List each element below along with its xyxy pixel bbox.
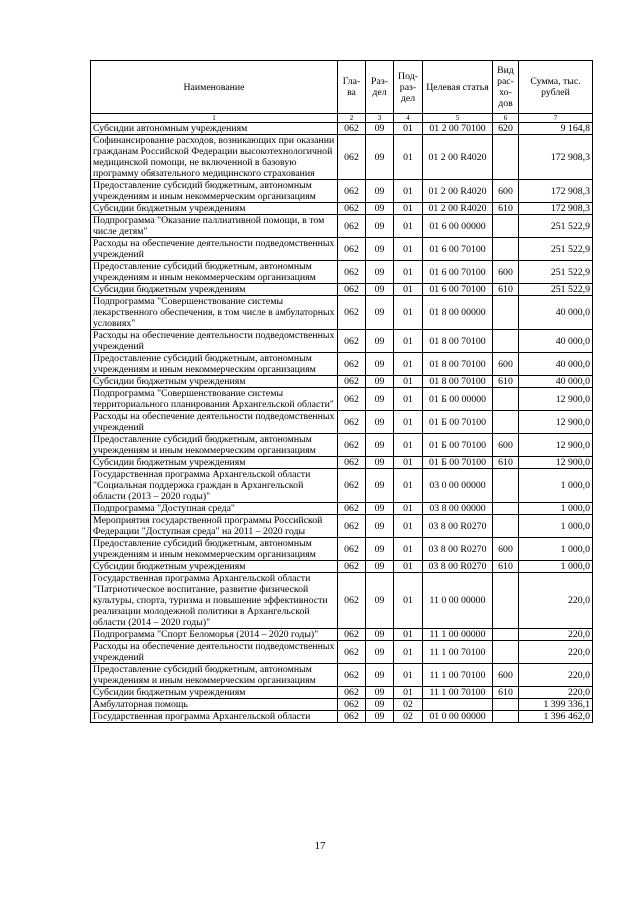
column-number: 7 <box>519 114 593 123</box>
target-article-cell: 01 8 00 70100 <box>423 330 493 353</box>
header-expense-type: Вид рас-хо-дов <box>493 61 519 114</box>
target-article-cell: 03 8 00 R0270 <box>423 561 493 573</box>
subsection-cell: 01 <box>394 388 423 411</box>
target-article-cell <box>423 699 493 711</box>
section-cell: 09 <box>366 699 394 711</box>
table-row <box>91 284 593 296</box>
target-article-cell: 11 1 00 70100 <box>423 664 493 687</box>
table-row <box>91 629 593 641</box>
subsection-cell: 01 <box>394 434 423 457</box>
chapter-cell: 062 <box>338 284 366 296</box>
expense-type-cell <box>493 629 519 641</box>
subsection-cell: 01 <box>394 538 423 561</box>
sum-cell: 1 000,0 <box>519 515 593 538</box>
row-name-cell: Расходы на обеспечение деятельности подведомственных учреждений <box>91 411 338 434</box>
sum-cell: 251 522,9 <box>519 238 593 261</box>
chapter-cell: 062 <box>338 629 366 641</box>
target-article-cell: 03 0 00 00000 <box>423 469 493 503</box>
sum-cell: 12 900,0 <box>519 388 593 411</box>
target-article-cell: 01 6 00 00000 <box>423 215 493 238</box>
expense-type-cell <box>493 641 519 664</box>
chapter-cell: 062 <box>338 180 366 203</box>
subsection-cell: 01 <box>394 573 423 629</box>
expense-type-cell <box>493 699 519 711</box>
table-row <box>91 388 593 411</box>
row-name-cell: Субсидии бюджетным учреждениям <box>91 376 338 388</box>
column-number-row <box>91 114 593 123</box>
section-cell: 09 <box>366 711 394 723</box>
row-name-cell: Субсидии автономным учреждениям <box>91 123 338 135</box>
row-name-cell: Мероприятия государственной программы Российской Федерации "Доступная среда" на 2011 – 2020 годы <box>91 515 338 538</box>
chapter-cell: 062 <box>338 353 366 376</box>
target-article-cell: 03 8 00 R0270 <box>423 538 493 561</box>
section-cell: 09 <box>366 469 394 503</box>
expense-type-cell: 600 <box>493 664 519 687</box>
column-number: 2 <box>338 114 366 123</box>
sum-cell: 12 900,0 <box>519 457 593 469</box>
column-number: 6 <box>493 114 519 123</box>
sum-cell: 172 908,3 <box>519 135 593 180</box>
section-cell: 09 <box>366 411 394 434</box>
section-cell: 09 <box>366 376 394 388</box>
expense-type-cell <box>493 135 519 180</box>
chapter-cell: 062 <box>338 711 366 723</box>
expense-type-cell <box>493 711 519 723</box>
table-row <box>91 261 593 284</box>
expense-type-cell: 610 <box>493 284 519 296</box>
expense-type-cell: 600 <box>493 261 519 284</box>
section-cell: 09 <box>366 561 394 573</box>
subsection-cell: 01 <box>394 469 423 503</box>
target-article-cell: 11 1 00 70100 <box>423 641 493 664</box>
row-name-cell: Государственная программа Архангельской области "Патриотическое воспитание, развитие физической культуры, спорта, туризма и повышение эффективности реализации молодежной политики в Архангельской области (2014 – 2020 годы)" <box>91 573 338 629</box>
subsection-cell: 01 <box>394 515 423 538</box>
expense-type-cell <box>493 330 519 353</box>
subsection-cell: 01 <box>394 284 423 296</box>
expense-type-cell <box>493 515 519 538</box>
expense-type-cell: 610 <box>493 687 519 699</box>
expense-type-cell: 600 <box>493 180 519 203</box>
target-article-cell: 01 8 00 70100 <box>423 353 493 376</box>
header-subsection: Под-раз-дел <box>394 61 423 114</box>
expense-type-cell <box>493 469 519 503</box>
chapter-cell: 062 <box>338 687 366 699</box>
row-name-cell: Амбулаторная помощь <box>91 699 338 711</box>
subsection-cell: 02 <box>394 699 423 711</box>
sum-cell: 9 164,8 <box>519 123 593 135</box>
chapter-cell: 062 <box>338 203 366 215</box>
expense-type-cell: 610 <box>493 457 519 469</box>
table-row <box>91 376 593 388</box>
row-name-cell: Предоставление субсидий бюджетным, автономным учреждениям и иным некоммерческим организациям <box>91 180 338 203</box>
section-cell: 09 <box>366 123 394 135</box>
header-target-article: Целевая статья <box>423 61 493 114</box>
subsection-cell: 01 <box>394 296 423 330</box>
sum-cell: 251 522,9 <box>519 284 593 296</box>
subsection-cell: 01 <box>394 135 423 180</box>
subsection-cell: 01 <box>394 561 423 573</box>
sum-cell: 220,0 <box>519 629 593 641</box>
row-name-cell: Подпрограмма "Оказание паллиативной помощи, в том числе детям" <box>91 215 338 238</box>
subsection-cell: 01 <box>394 664 423 687</box>
sum-cell: 12 900,0 <box>519 434 593 457</box>
expense-type-cell: 620 <box>493 123 519 135</box>
subsection-cell: 02 <box>394 711 423 723</box>
table-row <box>91 353 593 376</box>
table-row <box>91 687 593 699</box>
row-name-cell: Подпрограмма "Совершенствование системы территориального планирования Архангельской области" <box>91 388 338 411</box>
table-row <box>91 699 593 711</box>
sum-cell: 251 522,9 <box>519 261 593 284</box>
header-section: Раз-дел <box>366 61 394 114</box>
row-name-cell: Субсидии бюджетным учреждениям <box>91 561 338 573</box>
subsection-cell: 01 <box>394 353 423 376</box>
table-row <box>91 434 593 457</box>
table-row <box>91 180 593 203</box>
section-cell: 09 <box>366 687 394 699</box>
row-name-cell: Предоставление субсидий бюджетным, автономным учреждениям и иным некоммерческим организациям <box>91 538 338 561</box>
table-row <box>91 538 593 561</box>
sum-cell: 172 908,3 <box>519 180 593 203</box>
target-article-cell: 01 6 00 70100 <box>423 238 493 261</box>
subsection-cell: 01 <box>394 687 423 699</box>
section-cell: 09 <box>366 330 394 353</box>
chapter-cell: 062 <box>338 469 366 503</box>
sum-cell: 1 000,0 <box>519 503 593 515</box>
section-cell: 09 <box>366 135 394 180</box>
chapter-cell: 062 <box>338 238 366 261</box>
section-cell: 09 <box>366 203 394 215</box>
section-cell: 09 <box>366 238 394 261</box>
row-name-cell: Подпрограмма "Доступная среда" <box>91 503 338 515</box>
chapter-cell: 062 <box>338 561 366 573</box>
section-cell: 09 <box>366 388 394 411</box>
sum-cell: 1 000,0 <box>519 469 593 503</box>
budget-table <box>90 60 593 723</box>
section-cell: 09 <box>366 538 394 561</box>
header-row <box>91 61 593 114</box>
expense-type-cell: 610 <box>493 376 519 388</box>
row-name-cell: Государственная программа Архангельской области <box>91 711 338 723</box>
expense-type-cell: 610 <box>493 561 519 573</box>
table-row <box>91 135 593 180</box>
column-number: 3 <box>366 114 394 123</box>
chapter-cell: 062 <box>338 388 366 411</box>
section-cell: 09 <box>366 573 394 629</box>
row-name-cell: Государственная программа Архангельской области "Социальная поддержка граждан в Архангельской области (2013 – 2020 годы)" <box>91 469 338 503</box>
header-chapter: Гла-ва <box>338 61 366 114</box>
row-name-cell: Софинансирование расходов, возникающих при оказании гражданам Российской Федерации высокотехнологичной медицинской помощи, не включенной в базовую программу обязательного медицинского страхования <box>91 135 338 180</box>
sum-cell: 1 399 336,1 <box>519 699 593 711</box>
subsection-cell: 01 <box>394 215 423 238</box>
subsection-cell: 01 <box>394 180 423 203</box>
row-name-cell: Предоставление субсидий бюджетным, автономным учреждениям и иным некоммерческим организациям <box>91 434 338 457</box>
subsection-cell: 01 <box>394 238 423 261</box>
row-name-cell: Субсидии бюджетным учреждениям <box>91 284 338 296</box>
sum-cell: 40 000,0 <box>519 376 593 388</box>
target-article-cell: 01 6 00 70100 <box>423 261 493 284</box>
chapter-cell: 062 <box>338 215 366 238</box>
table-row <box>91 711 593 723</box>
sum-cell: 12 900,0 <box>519 411 593 434</box>
table-row <box>91 330 593 353</box>
expense-type-cell <box>493 215 519 238</box>
expense-type-cell: 600 <box>493 538 519 561</box>
sum-cell: 220,0 <box>519 641 593 664</box>
expense-type-cell <box>493 238 519 261</box>
header-sum: Сумма, тыс. рублей <box>519 61 593 114</box>
target-article-cell: 01 8 00 70100 <box>423 376 493 388</box>
table-row <box>91 561 593 573</box>
expense-type-cell: 600 <box>493 353 519 376</box>
chapter-cell: 062 <box>338 296 366 330</box>
section-cell: 09 <box>366 261 394 284</box>
chapter-cell: 062 <box>338 664 366 687</box>
target-article-cell: 01 6 00 70100 <box>423 284 493 296</box>
target-article-cell: 01 2 00 R4020 <box>423 180 493 203</box>
table-row <box>91 215 593 238</box>
column-number: 4 <box>394 114 423 123</box>
sum-cell: 172 908,3 <box>519 203 593 215</box>
chapter-cell: 062 <box>338 457 366 469</box>
subsection-cell: 01 <box>394 203 423 215</box>
table-row <box>91 411 593 434</box>
section-cell: 09 <box>366 457 394 469</box>
target-article-cell: 03 8 00 R0270 <box>423 515 493 538</box>
subsection-cell: 01 <box>394 641 423 664</box>
subsection-cell: 01 <box>394 123 423 135</box>
section-cell: 09 <box>366 641 394 664</box>
row-name-cell: Предоставление субсидий бюджетным, автономным учреждениям и иным некоммерческим организациям <box>91 353 338 376</box>
table-row <box>91 457 593 469</box>
section-cell: 09 <box>366 215 394 238</box>
target-article-cell: 11 0 00 00000 <box>423 573 493 629</box>
table-row <box>91 503 593 515</box>
section-cell: 09 <box>366 515 394 538</box>
section-cell: 09 <box>366 629 394 641</box>
table-row <box>91 515 593 538</box>
row-name-cell: Предоставление субсидий бюджетным, автономным учреждениям и иным некоммерческим организациям <box>91 664 338 687</box>
target-article-cell: 11 1 00 70100 <box>423 687 493 699</box>
row-name-cell: Расходы на обеспечение деятельности подведомственных учреждений <box>91 330 338 353</box>
row-name-cell: Предоставление субсидий бюджетным, автономным учреждениям и иным некоммерческим организациям <box>91 261 338 284</box>
expense-type-cell <box>493 296 519 330</box>
target-article-cell: 01 0 00 00000 <box>423 711 493 723</box>
chapter-cell: 062 <box>338 434 366 457</box>
subsection-cell: 01 <box>394 330 423 353</box>
chapter-cell: 062 <box>338 699 366 711</box>
sum-cell: 251 522,9 <box>519 215 593 238</box>
row-name-cell: Субсидии бюджетным учреждениям <box>91 203 338 215</box>
sum-cell: 40 000,0 <box>519 330 593 353</box>
subsection-cell: 01 <box>394 261 423 284</box>
expense-type-cell <box>493 573 519 629</box>
row-name-cell: Расходы на обеспечение деятельности подведомственных учреждений <box>91 641 338 664</box>
chapter-cell: 062 <box>338 411 366 434</box>
chapter-cell: 062 <box>338 123 366 135</box>
row-name-cell: Субсидии бюджетным учреждениям <box>91 457 338 469</box>
table-row <box>91 573 593 629</box>
sum-cell: 1 000,0 <box>519 561 593 573</box>
target-article-cell: 01 Б 00 70100 <box>423 457 493 469</box>
section-cell: 09 <box>366 434 394 457</box>
column-number: 1 <box>91 114 338 123</box>
row-name-cell: Расходы на обеспечение деятельности подведомственных учреждений <box>91 238 338 261</box>
sum-cell: 220,0 <box>519 687 593 699</box>
chapter-cell: 062 <box>338 515 366 538</box>
target-article-cell: 01 8 00 00000 <box>423 296 493 330</box>
table-body <box>91 123 593 723</box>
chapter-cell: 062 <box>338 538 366 561</box>
row-name-cell: Подпрограмма "Совершенствование системы лекарственного обеспечения, в том числе в амбулаторных условиях" <box>91 296 338 330</box>
section-cell: 09 <box>366 284 394 296</box>
chapter-cell: 062 <box>338 641 366 664</box>
chapter-cell: 062 <box>338 503 366 515</box>
table-row <box>91 664 593 687</box>
subsection-cell: 01 <box>394 457 423 469</box>
target-article-cell: 01 Б 00 70100 <box>423 411 493 434</box>
page-number: 17 <box>314 840 326 852</box>
chapter-cell: 062 <box>338 261 366 284</box>
sum-cell: 1 396 462,0 <box>519 711 593 723</box>
table-row <box>91 469 593 503</box>
section-cell: 09 <box>366 503 394 515</box>
row-name-cell: Субсидии бюджетным учреждениям <box>91 687 338 699</box>
row-name-cell: Подпрограмма "Спорт Беломорья (2014 – 2020 годы)" <box>91 629 338 641</box>
sum-cell: 40 000,0 <box>519 353 593 376</box>
section-cell: 09 <box>366 296 394 330</box>
column-number: 5 <box>423 114 493 123</box>
expense-type-cell: 610 <box>493 203 519 215</box>
sum-cell: 220,0 <box>519 573 593 629</box>
target-article-cell: 01 2 00 R4020 <box>423 203 493 215</box>
table-row <box>91 238 593 261</box>
target-article-cell: 03 8 00 00000 <box>423 503 493 515</box>
subsection-cell: 01 <box>394 376 423 388</box>
section-cell: 09 <box>366 353 394 376</box>
expense-type-cell <box>493 503 519 515</box>
header-name: Наименование <box>91 61 338 114</box>
target-article-cell: 11 1 00 00000 <box>423 629 493 641</box>
chapter-cell: 062 <box>338 573 366 629</box>
target-article-cell: 01 Б 00 70100 <box>423 434 493 457</box>
table-row <box>91 641 593 664</box>
subsection-cell: 01 <box>394 411 423 434</box>
target-article-cell: 01 2 00 70100 <box>423 123 493 135</box>
table-row <box>91 203 593 215</box>
sum-cell: 1 000,0 <box>519 538 593 561</box>
chapter-cell: 062 <box>338 330 366 353</box>
section-cell: 09 <box>366 180 394 203</box>
target-article-cell: 01 Б 00 00000 <box>423 388 493 411</box>
chapter-cell: 062 <box>338 376 366 388</box>
expense-type-cell <box>493 411 519 434</box>
sum-cell: 40 000,0 <box>519 296 593 330</box>
expense-type-cell <box>493 388 519 411</box>
table-row <box>91 296 593 330</box>
sum-cell: 220,0 <box>519 664 593 687</box>
expense-type-cell: 600 <box>493 434 519 457</box>
subsection-cell: 01 <box>394 503 423 515</box>
section-cell: 09 <box>366 664 394 687</box>
subsection-cell: 01 <box>394 629 423 641</box>
chapter-cell: 062 <box>338 135 366 180</box>
table-row <box>91 123 593 135</box>
target-article-cell: 01 2 00 R4020 <box>423 135 493 180</box>
